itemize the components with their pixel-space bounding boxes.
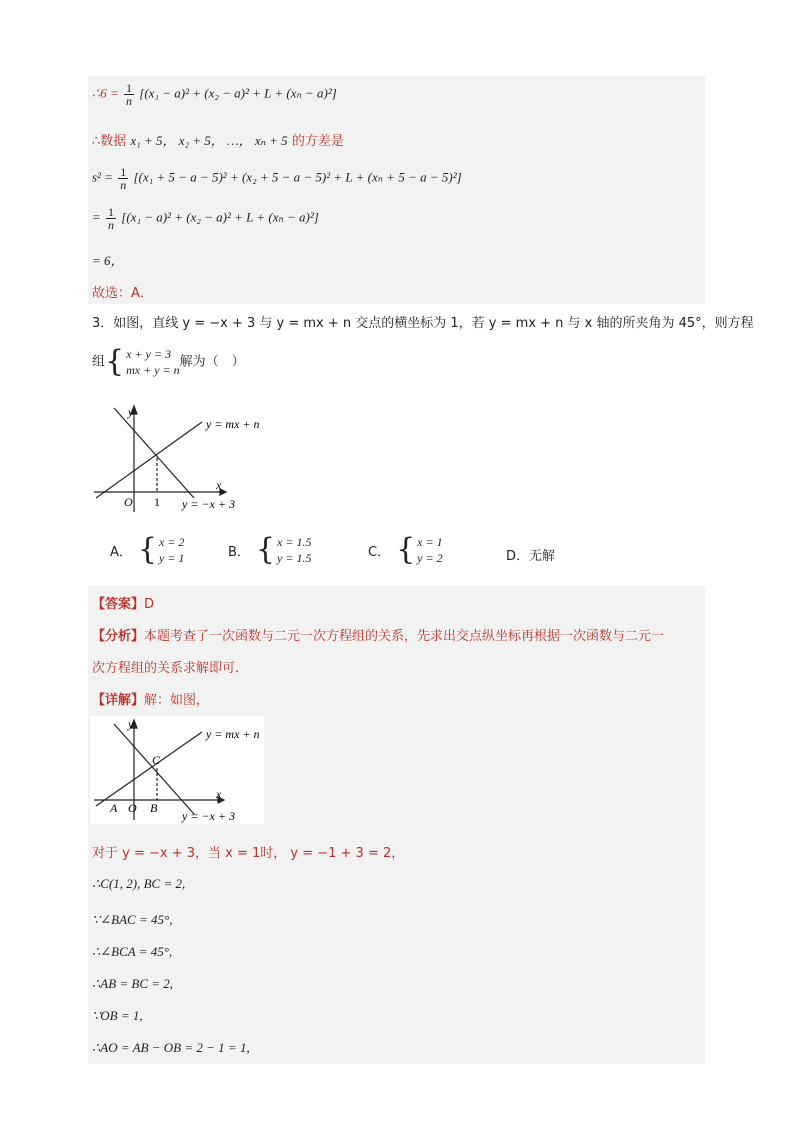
option-d[interactable]: D．无解 [506, 549, 556, 564]
step-2: ∴C(1, 2), BC = 2, [92, 876, 186, 891]
option-b[interactable]: B． { x = 1.5 y = 1.5 [228, 532, 312, 567]
line-up-label: y = mx + n [206, 727, 260, 741]
question-3-line-1: 3．如图，直线 y = −x + 3 与 y = mx + n 交点的横坐标为 1，若 y = mx + n 与 x 轴的所夹角为 45°，则方程 [92, 316, 754, 331]
variance-result: = 6， [92, 253, 124, 268]
analysis-line-1: 【分析】本题考查了一次函数与二元一次方程组的关系，先求出交点纵坐标再根据一次函数与二元一 [92, 629, 665, 644]
line-down-label: y = −x + 3 [182, 809, 235, 823]
variance-line-3: s² = $\frac{1}{n}$ [(x₁ + 5 − a − 5)² + (x₂ + 5 − a − 5)² + L + (xₙ + 5 − a − 5)²] [92, 165, 462, 192]
x-axis-label: x [216, 478, 222, 492]
analysis-line-2: 次方程组的关系求解即可． [92, 661, 249, 676]
question-figure [90, 400, 270, 515]
origin-label: O [128, 801, 137, 815]
step-7: ∴AO = AB − OB = 2 − 1 = 1, [92, 1040, 250, 1055]
line-down-label: y = −x + 3 [182, 497, 235, 511]
variance-line-1: ∴6 = $\frac{1}{n}$ [(x₁ − a)² + (x₂ − a)² + L + (xₙ − a)²] [92, 81, 337, 108]
origin-label: O [124, 495, 133, 509]
detail-line: 【详解】解：如图， [92, 693, 210, 708]
step-6: ∵OB = 1, [92, 1008, 143, 1023]
option-c[interactable]: C． { x = 1 y = 2 [368, 532, 443, 567]
step-1: 对于 y = −x + 3，当 x = 1时， y = −1 + 3 = 2， [92, 846, 405, 861]
variance-line-2: ∴数据 x₁ + 5， x₂ + 5， …， xₙ + 5 的方差是 [92, 133, 344, 149]
line-up-label: y = mx + n [206, 417, 260, 431]
x-axis-label: x [216, 787, 222, 801]
solution-figure [90, 716, 264, 824]
point-b-label: B [150, 801, 158, 815]
step-5: ∴AB = BC = 2, [92, 976, 174, 991]
option-a[interactable]: A． { x = 2 y = 1 [110, 532, 185, 567]
point-a-label: A [110, 801, 118, 815]
step-4: ∴∠BCA = 45°, [92, 944, 173, 959]
tick-one-label: 1 [154, 495, 160, 509]
point-c-label: C [152, 753, 161, 767]
y-axis-label: y [128, 405, 134, 419]
line-mx-plus-n [96, 422, 202, 498]
line-neg-x-plus-3 [114, 408, 194, 498]
choice-result: 故选：A． [92, 286, 153, 301]
answer-line: 【答案】D [92, 597, 155, 612]
y-axis-label: y [128, 717, 134, 731]
variance-line-4: = $\frac{1}{n}$ [(x₁ − a)² + (x₂ − a)² + L + (xₙ − a)²] [92, 205, 319, 232]
question-3-line-2: 组{ x + y = 3 mx + y = n 解为（ ） [92, 344, 245, 379]
step-3: ∵∠BAC = 45°, [92, 912, 173, 927]
